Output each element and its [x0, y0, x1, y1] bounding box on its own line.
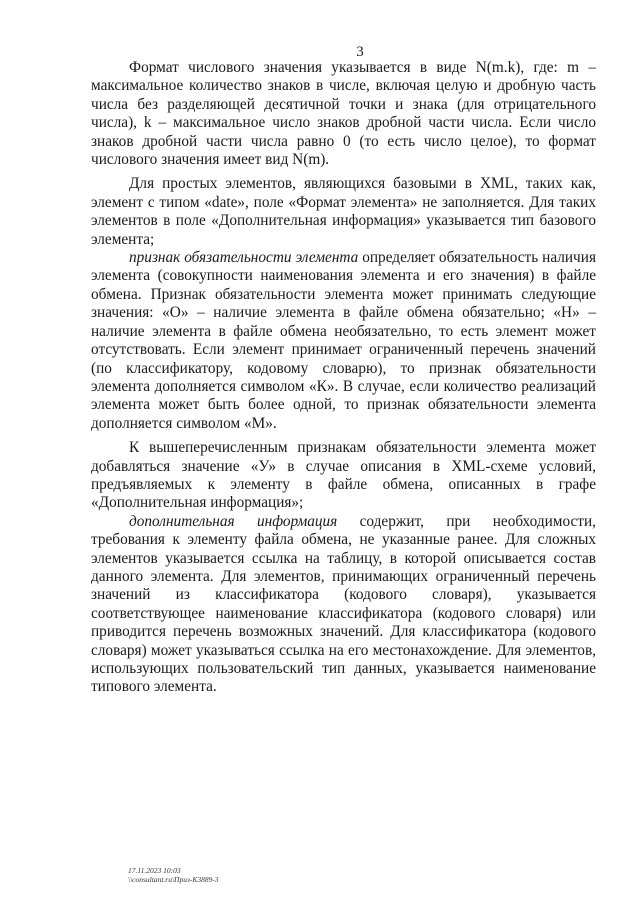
paragraph-number-format: [91, 59, 596, 169]
document-stamp: [128, 866, 219, 884]
document-body: [91, 59, 596, 697]
paragraph-text: Формат числового значения указывается в виде N(m.k), где: m – максимальное количество знаков в числе, включая целую и дробную часть числа без разделяющей десятичной точки и знака (для отрицательного числа), k – максимальное число знаков дробной части числа. Если число знаков дробной части числа равно 0 (то есть число целое), то формат числового значения имеет вид N(m).: [91, 59, 596, 169]
stamp-datetime: 17.11.2023 10:03: [128, 866, 181, 875]
paragraph-required-sign: [91, 249, 596, 433]
paragraph-text: определяет обязательность наличия элемента (совокупности наименования элемента и его значения) в файле обмена. Признак обязательности элемента может принимать следующие значения: «О» – наличие элемента в файле обмена обязательно; «Н» – наличие элемента в файле обмена необязательно, то есть элемент может отсутствовать. Если элемент принимает ограниченный перечень значений (по классификатору, кодовому словарю), то признак обязательности элемента дополняется символом «К». В случае, если количество реализаций элемента может быть более одной, то признак обязательности элемента дополняется символом «М».: [91, 249, 596, 432]
paragraph-text: Для простых элементов, являющихся базовыми в XML, таких как, элемент с типом «date», поле «Формат элемента» не заполняется. Для таких элементов в поле «Дополнительная информация» указывается тип базового элемента;: [91, 175, 596, 248]
paragraph-text: К вышеперечисленным признакам обязательности элемента может добавляться значение «У» в случае описания в XML-схеме условий, предъявляемых к элементу в файле обмена, описанных в графе «Дополнительная информация»;: [91, 439, 596, 512]
page-number: 3: [356, 44, 364, 60]
paragraph-additional-info: [91, 513, 596, 697]
paragraph-term: дополнительная информация: [129, 512, 338, 530]
paragraph-simple-elements: [91, 175, 596, 249]
paragraph-term: признак обязательности элемента: [129, 249, 359, 267]
paragraph-text: содержит, при необходимости, требования к элементу файла обмена, не указанные ранее. Для сложных элементов указывается ссылка на таблицу, в которой описывается состав данного элемента. Для элементов, принимающих ограниченный перечень значений из классификатора (кодового словаря), указывается соответствующее наименование классификатора (кодового словаря) или приводится перечень возможных значений. Для классификатора (кодового словаря) может указываться ссылка на его местонахождение. Для элементов, использующих пользовательский тип данных, указывается наименование типового элемента.: [91, 512, 596, 696]
stamp-path: \\consultant.ru\Приз-К3889-3: [128, 875, 219, 884]
paragraph-condition-value: [91, 439, 596, 513]
